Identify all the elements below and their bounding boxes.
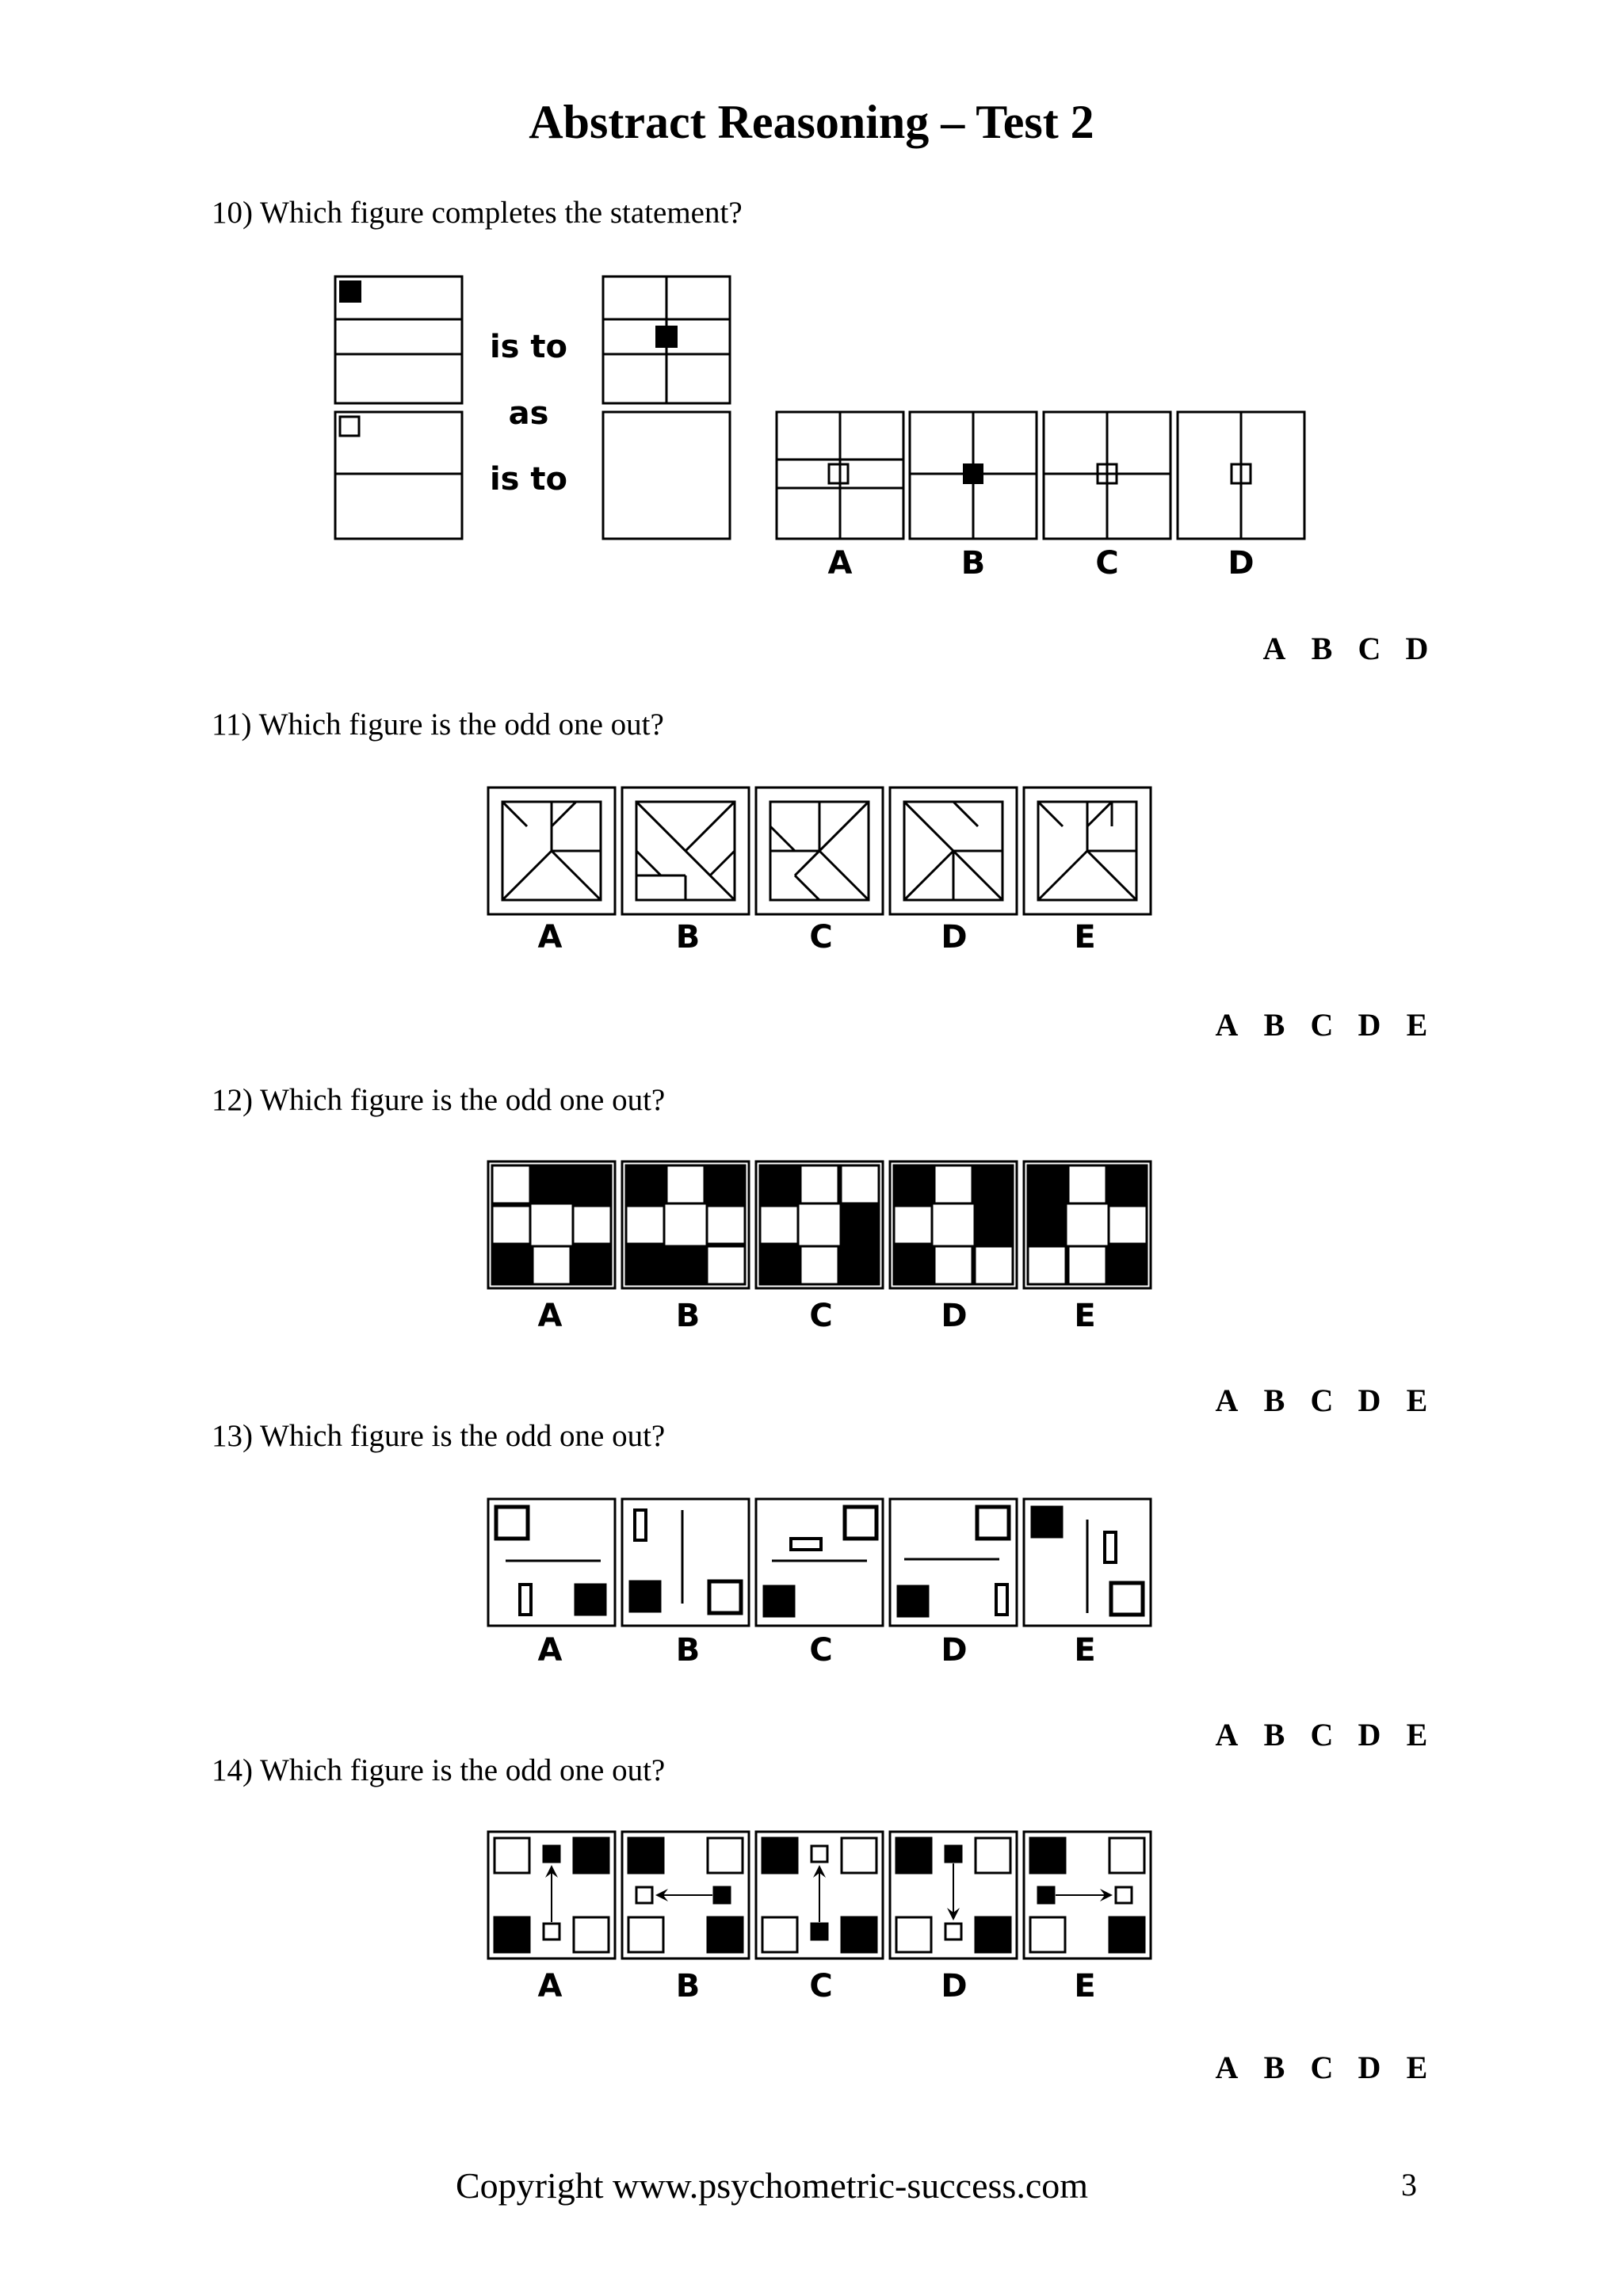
q11-option-a xyxy=(488,788,615,914)
q12-answer-e[interactable]: E xyxy=(1406,1383,1428,1418)
q13-answer-d[interactable]: D xyxy=(1358,1717,1381,1753)
q10-analogy-box-3 xyxy=(335,412,462,539)
q11-label-c: C xyxy=(809,919,833,955)
q12-white-square xyxy=(975,1246,1013,1284)
q12-option-a xyxy=(488,1161,615,1288)
q12-white-square xyxy=(841,1165,879,1203)
q14-option-c xyxy=(756,1832,883,1958)
q13-answer-b[interactable]: B xyxy=(1263,1717,1285,1753)
question-14-text: 14) Which figure is the odd one out? xyxy=(212,1753,666,1787)
q12-black-square xyxy=(533,1165,571,1203)
q10-word-as: as xyxy=(508,395,549,432)
q10-answer-b[interactable]: B xyxy=(1311,631,1333,666)
q13-option-d xyxy=(890,1499,1017,1626)
q12-black-square xyxy=(1109,1165,1147,1203)
q12-answer-c[interactable]: C xyxy=(1310,1383,1334,1418)
q13-option-a xyxy=(488,1499,615,1626)
q12-black-square xyxy=(626,1246,664,1284)
q12-white-square xyxy=(533,1246,571,1284)
q12-black-square xyxy=(894,1165,932,1203)
q12-black-square xyxy=(492,1246,530,1284)
q12-black-square xyxy=(841,1246,879,1284)
q12-label-a: A xyxy=(537,1298,563,1334)
q11-option-e xyxy=(1024,788,1151,914)
q12-black-square xyxy=(894,1246,932,1284)
q10-answer-c[interactable]: C xyxy=(1358,631,1381,666)
q11-label-a: A xyxy=(537,919,563,955)
q14-label-d: D xyxy=(941,1968,968,2004)
q13-option-c xyxy=(756,1499,883,1626)
q14-answer-e[interactable]: E xyxy=(1406,2050,1428,2085)
q12-white-square xyxy=(934,1165,972,1203)
q10-analogy-box-empty xyxy=(603,412,730,539)
q11-figures xyxy=(485,784,1159,919)
q14-answer-d[interactable]: D xyxy=(1358,2050,1381,2085)
question-13-text: 13) Which figure is the odd one out? xyxy=(212,1419,666,1453)
q13-label-d: D xyxy=(941,1632,968,1669)
q12-white-square xyxy=(707,1206,745,1244)
q12-label-b: B xyxy=(675,1298,701,1334)
q12-white-square xyxy=(934,1246,972,1284)
question-10-text: 10) Which figure completes the statement? xyxy=(212,196,743,230)
q13-option-b xyxy=(622,1499,749,1626)
q12-white-square xyxy=(800,1246,838,1284)
q10-label-a: A xyxy=(827,545,853,582)
q10-answer-a[interactable]: A xyxy=(1262,631,1286,666)
copyright-footer: Copyright www.psychometric-success.com xyxy=(456,2165,1089,2206)
q11-option-d xyxy=(890,788,1017,914)
q12-label-d: D xyxy=(941,1298,968,1334)
q11-answer-a[interactable]: A xyxy=(1215,1007,1239,1043)
q14-option-b xyxy=(622,1832,749,1958)
q11-answer-b[interactable]: B xyxy=(1263,1007,1285,1043)
q12-black-square xyxy=(707,1165,745,1203)
q13-label-c: C xyxy=(809,1632,833,1669)
q11-answer-e[interactable]: E xyxy=(1406,1007,1428,1043)
q12-black-square xyxy=(760,1246,798,1284)
q12-black-square xyxy=(573,1246,611,1284)
q13-answer-c[interactable]: C xyxy=(1310,1717,1334,1753)
q14-label-a: A xyxy=(537,1968,563,2004)
q12-answer-b[interactable]: B xyxy=(1263,1383,1285,1418)
q14-option-d xyxy=(890,1832,1017,1958)
q12-answer-a[interactable]: A xyxy=(1215,1383,1239,1418)
q12-white-square xyxy=(707,1246,745,1284)
q12-black-square xyxy=(975,1165,1013,1203)
q14-answer-c[interactable]: C xyxy=(1310,2050,1334,2085)
q12-black-square xyxy=(1028,1206,1066,1244)
q12-option-e xyxy=(1024,1161,1151,1288)
q14-option-a xyxy=(488,1832,615,1958)
q12-answer-d[interactable]: D xyxy=(1358,1383,1381,1418)
q14-answer-b[interactable]: B xyxy=(1263,2050,1285,2085)
q12-black-square xyxy=(760,1165,798,1203)
q13-label-b: B xyxy=(675,1632,701,1669)
question-12-text: 12) Which figure is the odd one out? xyxy=(212,1083,666,1117)
q12-black-square xyxy=(1109,1246,1147,1284)
q12-black-square xyxy=(841,1206,879,1244)
q12-white-square xyxy=(894,1206,932,1244)
q12-white-square xyxy=(1068,1246,1106,1284)
q12-black-square xyxy=(666,1246,705,1284)
q12-option-b xyxy=(622,1161,749,1288)
q10-answer-d[interactable]: D xyxy=(1405,631,1429,666)
q12-white-square xyxy=(760,1206,798,1244)
page-number: 3 xyxy=(1401,2167,1417,2203)
q14-label-e: E xyxy=(1074,1968,1096,2004)
q12-white-square xyxy=(1028,1246,1066,1284)
q11-answer-c[interactable]: C xyxy=(1310,1007,1334,1043)
q13-answer-a[interactable]: A xyxy=(1215,1717,1239,1753)
q14-figures xyxy=(485,1829,1159,1963)
q11-label-d: D xyxy=(941,919,968,955)
q12-option-d xyxy=(890,1161,1017,1288)
q13-figures xyxy=(485,1494,1159,1629)
q13-option-e xyxy=(1024,1499,1151,1626)
q12-label-c: C xyxy=(809,1298,833,1334)
q11-label-b: B xyxy=(675,919,701,955)
q13-answer-e[interactable]: E xyxy=(1406,1717,1428,1753)
q12-black-square xyxy=(1028,1165,1066,1203)
q10-label-c: C xyxy=(1095,545,1119,582)
q11-label-e: E xyxy=(1074,919,1096,955)
q12-white-square xyxy=(666,1165,705,1203)
q14-label-b: B xyxy=(675,1968,701,2004)
q14-answer-a[interactable]: A xyxy=(1215,2050,1239,2085)
question-11-text: 11) Which figure is the odd one out? xyxy=(212,707,664,742)
q12-white-square xyxy=(1068,1165,1106,1203)
q12-option-c xyxy=(756,1161,883,1288)
q12-white-square xyxy=(492,1165,530,1203)
q13-label-a: A xyxy=(537,1632,563,1669)
q11-answer-d[interactable]: D xyxy=(1358,1007,1381,1043)
q12-figures xyxy=(485,1158,1159,1293)
q14-option-e xyxy=(1024,1832,1151,1958)
q12-white-square xyxy=(492,1206,530,1244)
q14-label-c: C xyxy=(809,1968,833,2004)
q12-white-square xyxy=(573,1206,611,1244)
q12-black-square xyxy=(975,1206,1013,1244)
q12-white-square xyxy=(626,1206,664,1244)
q12-label-e: E xyxy=(1074,1298,1096,1334)
q10-label-b: B xyxy=(960,545,986,582)
q10-word-is-to-2: is to xyxy=(489,461,568,498)
q13-label-e: E xyxy=(1074,1632,1096,1669)
q12-black-square xyxy=(626,1165,664,1203)
q12-white-square xyxy=(800,1165,838,1203)
q11-option-c xyxy=(756,788,883,914)
q12-black-square xyxy=(573,1165,611,1203)
q10-label-d: D xyxy=(1228,545,1254,582)
page-title: Abstract Reasoning – Test 2 xyxy=(529,96,1094,148)
q12-white-square xyxy=(1109,1206,1147,1244)
q11-option-b xyxy=(622,788,749,914)
q10-word-is-to-1: is to xyxy=(489,329,568,365)
